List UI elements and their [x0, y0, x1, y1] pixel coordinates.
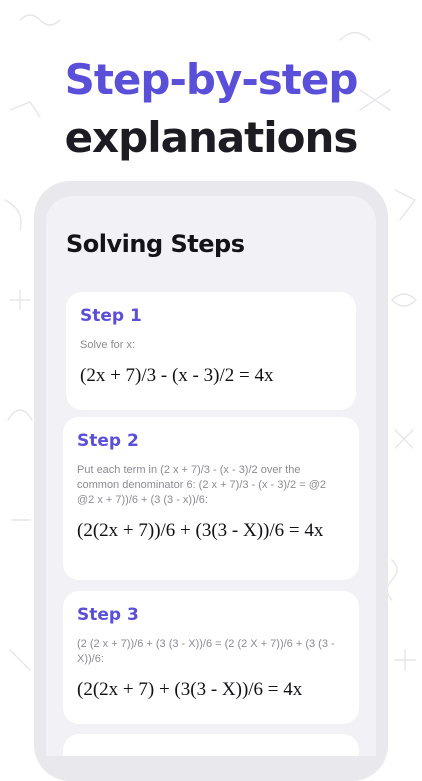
step-card-2[interactable]: [63, 417, 359, 580]
step-card-1[interactable]: [66, 292, 356, 410]
step-formula: (2(2x + 7) + (3(3 - X))/6 = 4x: [77, 679, 303, 700]
step-label: Step 2: [77, 431, 139, 451]
step-description: Put each term in (2 x + 7)/3 - (x - 3)/2 over the common denominator 6: (2 x + 7)/3 - (x - 3)/2 = @2 @2 x + 7))/6 + (3 (3 - x))/6:: [77, 464, 326, 506]
headline-line-2: explanations: [64, 113, 358, 163]
phone-screen: [46, 196, 376, 756]
step-label: Step 3: [77, 605, 139, 625]
step-formula: (2x + 7)/3 - (x - 3)/2 = 4x: [80, 365, 274, 386]
headline-line-1: Step-by-step: [64, 55, 358, 105]
headline: [0, 51, 422, 167]
step-description: Solve for x:: [80, 339, 136, 351]
step-card-3[interactable]: [63, 591, 359, 724]
step-label: Step 1: [80, 306, 142, 326]
screen-title: Solving Steps: [66, 230, 245, 258]
step-formula: (2(2x + 7))/6 + (3(3 - X))/6 = 4x: [77, 520, 324, 541]
step-description: (2 (2 x + 7))/6 + (3 (3 - X))/6 = (2 (2 X + 7))/6 + (3 (3 - X))/6:: [77, 638, 335, 665]
step-card-4-partial[interactable]: [63, 734, 359, 756]
